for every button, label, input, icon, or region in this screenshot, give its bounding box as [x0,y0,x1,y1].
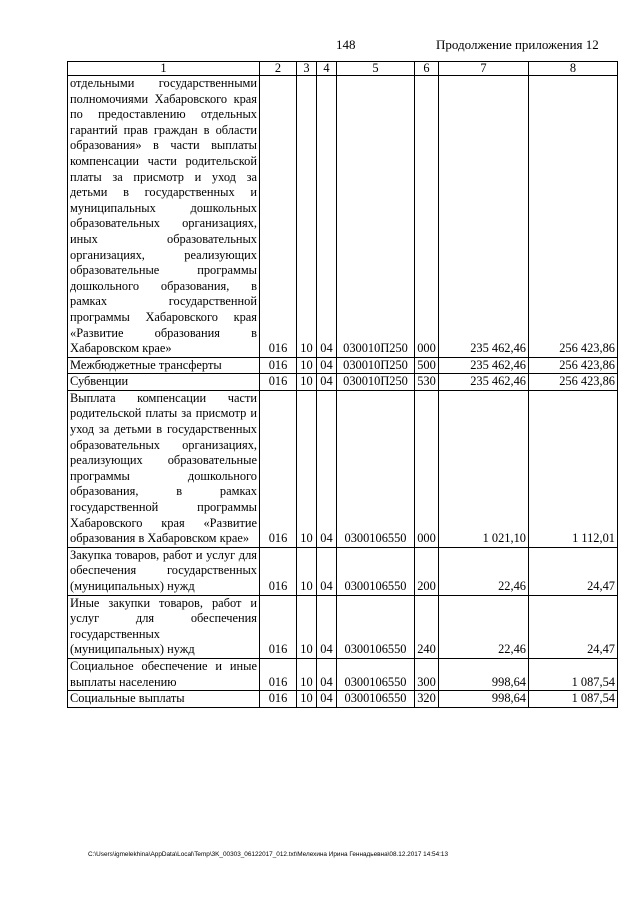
row-name: Социальное обеспечение и иные выплаты населению [68,658,260,690]
cell-amount-1: 998,64 [439,691,529,708]
column-header: 7 [439,62,529,76]
cell-amount-1: 235 462,46 [439,357,529,374]
cell-section: 10 [297,595,317,658]
cell-amount-2: 256 423,86 [529,76,618,358]
budget-table [67,61,618,708]
column-header: 2 [260,62,297,76]
cell-subsection: 04 [317,357,337,374]
row-name: Закупка товаров, работ и услуг для обеспечения государственных (муниципальных) нужд [68,547,260,595]
table-header-row [68,62,618,76]
continuation-label: Продолжение приложения 12 [436,37,599,52]
cell-amount-1: 998,64 [439,658,529,690]
cell-section: 10 [297,390,317,547]
cell-type: 300 [415,658,439,690]
page-number: 148 [336,37,356,52]
table-row [68,374,618,391]
cell-subsection: 04 [317,595,337,658]
cell-code: 016 [260,658,297,690]
cell-subsection: 04 [317,691,337,708]
cell-target: 0300106550 [337,595,415,658]
row-name: Социальные выплаты [68,691,260,708]
row-name: Выплата компенсации части родительской платы за присмотр и уход за детьми в государственных образовательных организациях, реализующих образовательные программы дошкольного образования, в рамках государственной программы Хабаровского края «Развитие образования в Хабаровском крае» [68,390,260,547]
table-row [68,357,618,374]
column-header: 8 [529,62,618,76]
cell-section: 10 [297,658,317,690]
row-name: отдельными государственными полномочиями Хабаровского края по предоставлению отдельных гарантий прав граждан в области образования» в части выплаты компенсации части родительской платы за присмотр и уход за детьми в государственных и муниципальных дошкольных образовательных организациях, иных образовательных организациях, реализующих образовательные программы дошкольного образования, в рамках государственной программы Хабаровского края «Развитие образования в Хабаровском крае» [68,76,260,358]
row-name: Субвенции [68,374,260,391]
row-name: Межбюджетные трансферты [68,357,260,374]
column-header: 3 [297,62,317,76]
cell-amount-2: 1 087,54 [529,658,618,690]
row-name: Иные закупки товаров, работ и услуг для обеспечения государственных (муниципальных) нужд [68,595,260,658]
cell-section: 10 [297,76,317,358]
cell-code: 016 [260,374,297,391]
cell-amount-1: 22,46 [439,595,529,658]
cell-type: 500 [415,357,439,374]
cell-code: 016 [260,547,297,595]
cell-code: 016 [260,691,297,708]
cell-subsection: 04 [317,76,337,358]
cell-amount-1: 1 021,10 [439,390,529,547]
cell-amount-1: 22,46 [439,547,529,595]
cell-section: 10 [297,547,317,595]
cell-section: 10 [297,691,317,708]
cell-type: 000 [415,76,439,358]
cell-amount-2: 256 423,86 [529,374,618,391]
table-row [68,390,618,547]
table-row [68,691,618,708]
cell-amount-2: 24,47 [529,595,618,658]
column-header: 6 [415,62,439,76]
cell-amount-2: 1 087,54 [529,691,618,708]
cell-type: 320 [415,691,439,708]
footer-file-path: C:\Users\igmelekhina\AppData\Local\Temp\3K_00303_06122017_012.txt\Мелехина Ирина Геннадьевна\08.12.2017 14:54:13 [88,851,449,858]
table-row [68,595,618,658]
cell-code: 016 [260,390,297,547]
cell-amount-2: 24,47 [529,547,618,595]
cell-type: 200 [415,547,439,595]
cell-target: 0300106550 [337,658,415,690]
cell-amount-1: 235 462,46 [439,374,529,391]
cell-amount-2: 256 423,86 [529,357,618,374]
cell-target: 0300106550 [337,547,415,595]
table-row [68,547,618,595]
cell-amount-2: 1 112,01 [529,390,618,547]
cell-type: 240 [415,595,439,658]
table-row [68,658,618,690]
cell-amount-1: 235 462,46 [439,76,529,358]
cell-code: 016 [260,357,297,374]
cell-subsection: 04 [317,547,337,595]
column-header: 1 [68,62,260,76]
cell-code: 016 [260,595,297,658]
cell-type: 000 [415,390,439,547]
cell-target: 0300106550 [337,390,415,547]
cell-target: 030010П250 [337,357,415,374]
cell-subsection: 04 [317,374,337,391]
cell-target: 0300106550 [337,691,415,708]
cell-code: 016 [260,76,297,358]
cell-target: 030010П250 [337,76,415,358]
cell-subsection: 04 [317,658,337,690]
cell-subsection: 04 [317,390,337,547]
table-row [68,76,618,358]
column-header: 5 [337,62,415,76]
column-header: 4 [317,62,337,76]
cell-section: 10 [297,357,317,374]
cell-target: 030010П250 [337,374,415,391]
cell-section: 10 [297,374,317,391]
cell-type: 530 [415,374,439,391]
